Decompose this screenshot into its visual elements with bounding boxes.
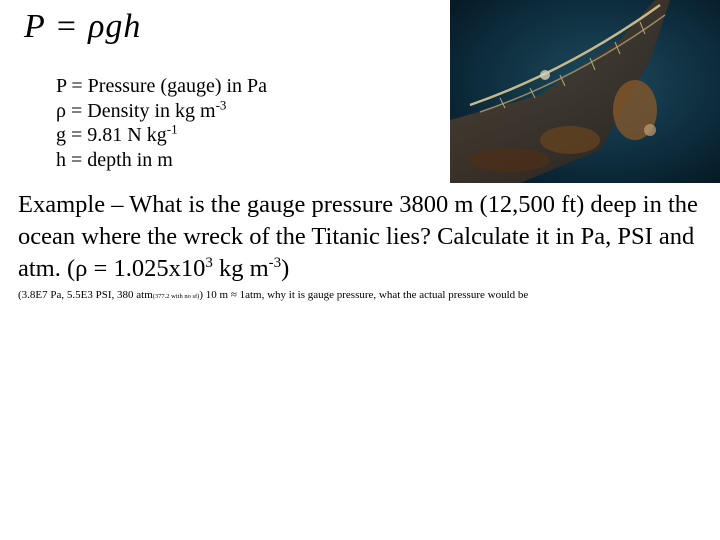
- definition-density: ρ = Density in kg $m^{-3}$: [56, 96, 227, 122]
- definition-pressure: P = Pressure (gauge) in Pa: [56, 75, 268, 97]
- variable-definitions: [56, 74, 267, 172]
- titanic-wreck-photo: [450, 0, 720, 183]
- example-question: Example – What is the gauge pressure 3800 m (12,500 ft) deep in the ocean where the wreck of the Titanic lies? Calculate it in Pa, PSI and atm. ($\rho = 1.025x10^3$ kg $m^{-3}$): [18, 191, 698, 282]
- answer-notes: (3.8E7 Pa, 5.5E3 PSI, 380 atm(377.2 with no sf)) 10 m ≈ 1atm, why it is gauge pressure, what the actual pressure would be: [18, 289, 529, 301]
- formula-heading: P = ρgh: [24, 8, 142, 45]
- definition-depth: h = depth in m: [56, 148, 173, 171]
- shipwreck-photo-icon: [450, 0, 720, 183]
- definition-gravity: g = 9.81 N $kg^{-1}$: [56, 121, 178, 146]
